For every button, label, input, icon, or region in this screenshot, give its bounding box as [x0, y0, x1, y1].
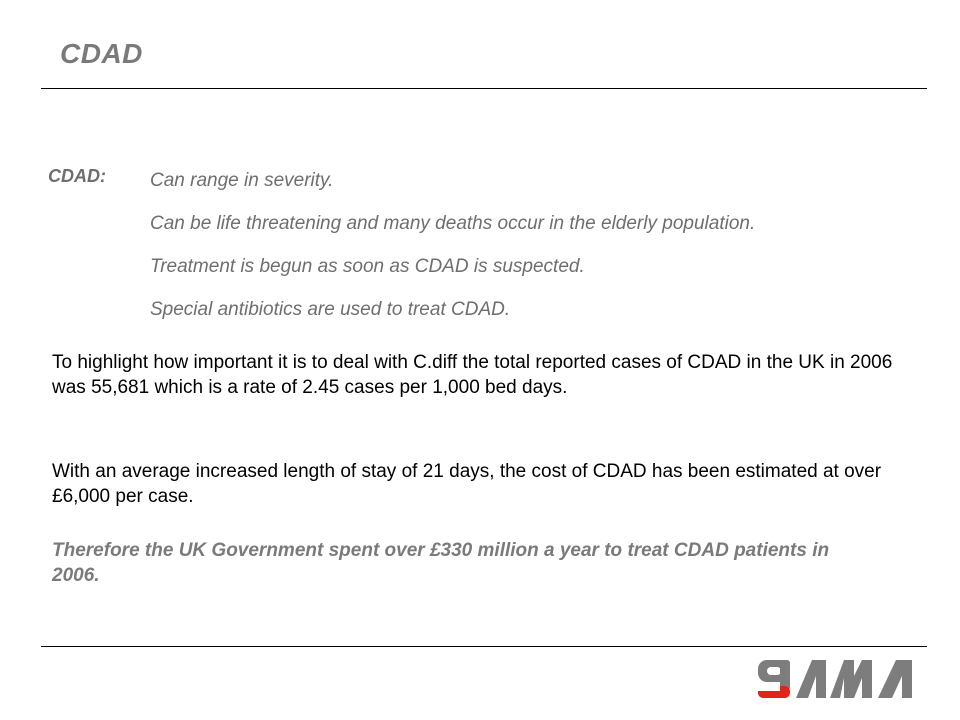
- summary-item: Special antibiotics are used to treat CDAD.: [150, 299, 511, 320]
- summary-item: Treatment is begun as soon as CDAD is suspected.: [150, 256, 585, 277]
- statistics-paragraph: To highlight how important it is to deal with C.diff the total reported cases of CDAD in the UK in 2006 was 55,681 which is a rate of 2.45 cases per 1,000 bed days.: [52, 352, 893, 398]
- slide-title: CDAD: [60, 38, 143, 69]
- cost-paragraph: With an average increased length of stay of 21 days, the cost of CDAD has been estimated at over £6,000 per case.: [52, 461, 882, 507]
- summary-list: [150, 167, 755, 339]
- bottom-divider: [41, 646, 927, 647]
- conclusion-paragraph: Therefore the UK Government spent over £330 million a year to treat CDAD patients in 2006.: [52, 540, 830, 586]
- gama-logo: [756, 656, 922, 702]
- logo-letter-a: [796, 660, 826, 698]
- summary-item: Can range in severity.: [150, 170, 334, 191]
- top-divider: [41, 88, 927, 89]
- logo-letter-g: [758, 660, 790, 698]
- summary-item: Can be life threatening and many deaths occur in the elderly population.: [150, 213, 756, 234]
- logo-letter-m: [830, 660, 872, 698]
- logo-letter-a-2: [878, 660, 912, 698]
- summary-label: CDAD:: [48, 166, 106, 186]
